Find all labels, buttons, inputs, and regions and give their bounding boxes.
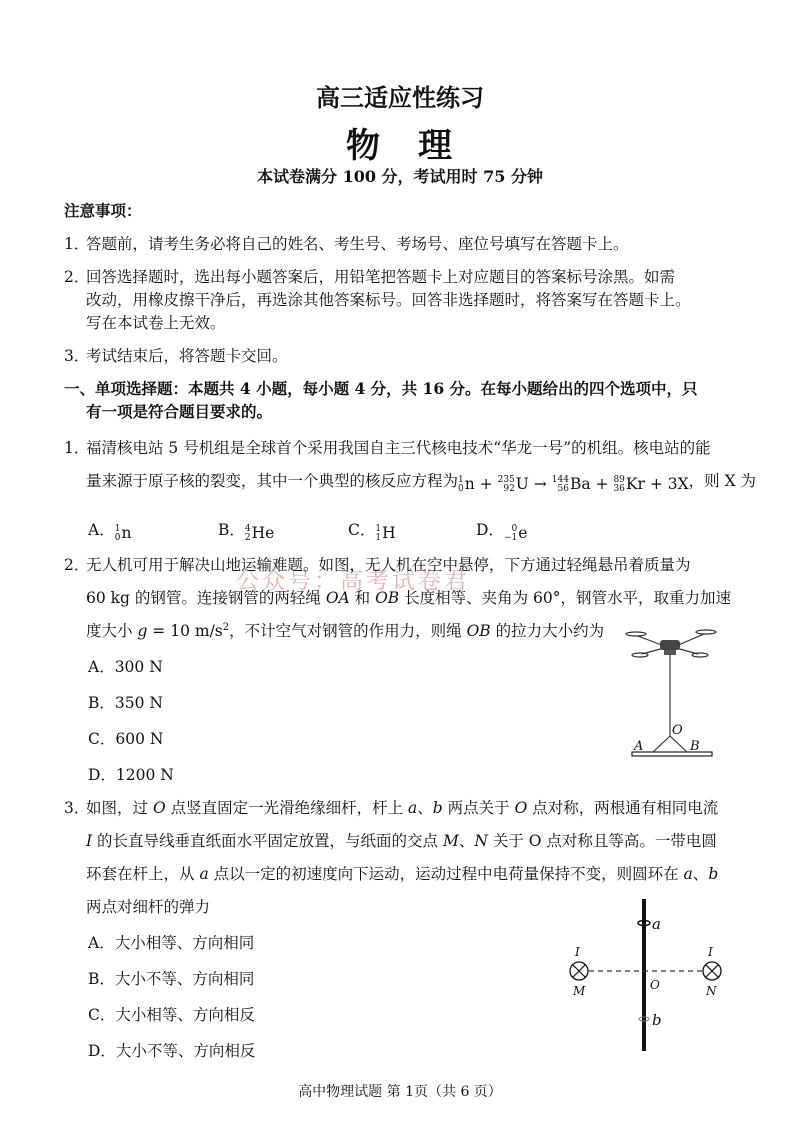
page-footer: 高中物理试题 第 1页（共 6 页） bbox=[298, 1084, 502, 1100]
q1-option-d[interactable]: D． 0 −1 e bbox=[476, 521, 528, 543]
q3-line-2: I 的长直导线垂直纸面水平固定放置，与纸面的交点 M、N 关于 O 点对称且等高。一带电圆 bbox=[86, 832, 717, 850]
q3-line-1: 3．如图，过 O 点竖直固定一光滑绝缘细杆，杆上 a、b 两点关于 O 点对称，两根通有相同电流 bbox=[64, 799, 719, 817]
label-i-left: I bbox=[575, 945, 580, 959]
q1-option-b[interactable]: B． 4 2 He bbox=[218, 521, 275, 543]
notice-item-2: 2．回答选择题时，选出每小题答案后，用铅笔把答题卡上对应题目的答案标号涂黑。如需 bbox=[64, 268, 676, 286]
q2-option-d[interactable]: D．1200 N bbox=[88, 766, 174, 784]
notice-item-2-line-3: 写在本试卷上无效。 bbox=[86, 314, 226, 332]
section-heading-line-2: 有一项是符合题目要求的。 bbox=[86, 402, 273, 421]
q2-line-3: 度大小 g = 10 $m/s^2$，不计空气对钢管的作用力，则绳 OB 的拉力大小约为 bbox=[86, 621, 605, 640]
label-b: B bbox=[690, 739, 700, 754]
wire-m-into-page-icon bbox=[570, 962, 588, 980]
q3-line-3: 环套在杆上，从 a 点以一定的初速度向下运动，运动过程中电荷量保持不变，则圆环在 a、b bbox=[86, 865, 719, 883]
drone-body bbox=[660, 640, 680, 650]
q2-line-1: 2．无人机可用于解决山地运输难题。如图，无人机在空中悬停，下方通过轻绳悬吊着质量为 bbox=[64, 556, 691, 574]
label-m: M bbox=[573, 984, 586, 998]
label-a: A bbox=[634, 739, 644, 754]
q3-line-4: 两点对细杆的弹力 bbox=[86, 898, 211, 916]
notice-heading: 注意事项： bbox=[64, 201, 142, 220]
q3-option-a[interactable]: A．大小相等、方向相同 bbox=[88, 934, 255, 952]
watermark: 公众号：高考试卷君 bbox=[236, 568, 470, 594]
q2-option-a[interactable]: A．300 N bbox=[88, 658, 163, 676]
rod-wires-figure bbox=[560, 895, 736, 1055]
q1-line-2: 量来源于原子核的裂变，其中一个典型的核反应方程为 1 0 n + 235 92 U → 144 56 Ba + 89 36 Kr + 3X，则 X 为 bbox=[86, 472, 757, 494]
q2-option-b[interactable]: B．350 N bbox=[88, 694, 163, 712]
q3-option-b[interactable]: B．大小不等、方向相同 bbox=[88, 970, 255, 988]
q2-line-2: 60 kg 的钢管。连接钢管的两轻绳 OA 和 OB 长度相等、夹角为 60°，钢管水平，取重力加速 bbox=[86, 589, 732, 607]
label-n: N bbox=[706, 984, 717, 998]
label-o: O bbox=[650, 978, 660, 992]
nuclear-equation: 1 0 n + 235 92 U → 144 56 Ba + 89 36 Kr + 3X bbox=[458, 475, 689, 494]
q1-option-a[interactable]: A． 1 0 n bbox=[88, 521, 132, 543]
label-a: a bbox=[652, 915, 661, 933]
q1-option-c[interactable]: C． 1 1 H bbox=[348, 521, 396, 543]
q1-line-1: 1．福清核电站 5 号机组是全球首个采用我国自主三代核电技术“华龙一号”的机组。核电站的能 bbox=[64, 439, 711, 457]
q1-options bbox=[88, 519, 596, 543]
q3-option-d[interactable]: D．大小不等、方向相反 bbox=[88, 1042, 256, 1060]
notice-item-3: 3．考试结束后，将答题卡交回。 bbox=[64, 347, 288, 365]
steel-pipe bbox=[632, 752, 712, 756]
q2-option-c[interactable]: C．600 N bbox=[88, 730, 164, 748]
q3-option-c[interactable]: C．大小相等、方向相反 bbox=[88, 1006, 255, 1024]
subject-title: 物 理 bbox=[346, 126, 454, 166]
label-b: b bbox=[652, 1011, 662, 1029]
section-heading: 一、单项选择题：本题共 4 小题，每小题 4 分，共 16 分。在每小题给出的四个选项中，只 bbox=[64, 379, 698, 398]
exam-subtitle: 本试卷满分 100 分，考试用时 75 分钟 bbox=[257, 167, 543, 186]
notice-item-2-line-2: 改动，用橡皮擦干净后，再选涂其他答案标号。回答非选择题时，将答案写在答题卡上。 bbox=[86, 291, 691, 309]
exam-title: 高三适应性练习 bbox=[316, 83, 484, 112]
label-i-right: I bbox=[708, 945, 713, 959]
drone-figure bbox=[616, 624, 728, 774]
label-o: O bbox=[672, 723, 683, 738]
wire-n-into-page-icon bbox=[703, 962, 721, 980]
notice-item-1: 1．答题前，请考生务必将自己的姓名、考生号、考场号、座位号填写在答题卡上。 bbox=[64, 235, 629, 253]
